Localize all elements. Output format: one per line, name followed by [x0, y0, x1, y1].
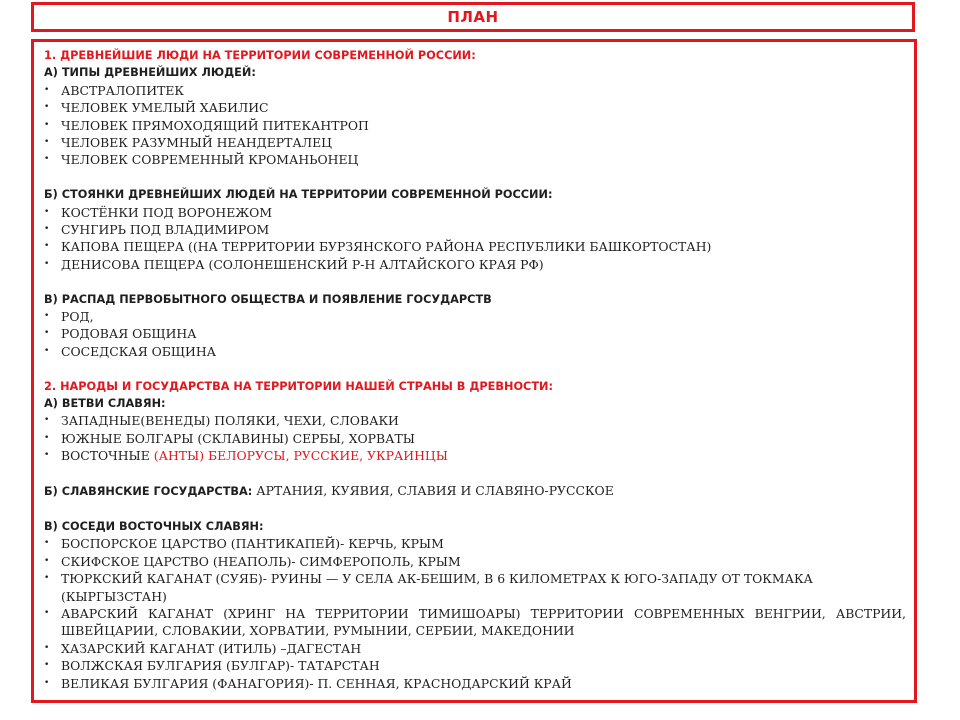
list-item-text: КОСТЁНКИ ПОД ВОРОНЕЖОМ — [61, 204, 273, 220]
spacer — [44, 465, 906, 482]
bullet-icon: • — [44, 328, 50, 339]
bullet-icon: • — [44, 415, 50, 426]
list-item — [44, 535, 906, 552]
section-1c-heading: В) РАСПАД ПЕРВОБЫТНОГО ОБЩЕСТВА И ПОЯВЛЕНИЕ ГОСУДАРСТВ — [44, 292, 492, 306]
list-item — [44, 675, 906, 692]
bullet-icon: • — [44, 450, 50, 461]
bullet-icon: • — [44, 555, 50, 566]
spacer — [44, 501, 906, 518]
spacer — [44, 360, 906, 377]
list-item — [44, 605, 906, 640]
list-item — [44, 325, 906, 342]
list-item-text: АВСТРАЛОПИТЕК — [61, 82, 184, 98]
bullet-icon: • — [44, 84, 50, 95]
list-item — [44, 117, 906, 134]
list-item — [44, 99, 906, 116]
list-item — [44, 82, 906, 99]
list-item-text: ВОЛЖСКАЯ БУЛГАРИЯ (БУЛГАР)- ТАТАРСТАН — [61, 658, 380, 674]
list-item — [44, 570, 906, 605]
bullet-icon: • — [44, 137, 50, 148]
list-item-text: ДЕНИСОВА ПЕЩЕРА (СОЛОНЕШЕНСКИЙ Р-Н АЛТАЙСКОГО КРАЯ РФ) — [61, 256, 544, 272]
list-item — [44, 134, 906, 151]
list-item — [44, 412, 906, 429]
section-2b-text: АРТАНИЯ, КУЯВИЯ, СЛАВИЯ И СЛАВЯНО-РУССКОЕ — [252, 483, 614, 499]
bullet-icon: • — [44, 119, 50, 130]
bullet-icon: • — [44, 660, 50, 671]
section-2-heading: 2. НАРОДЫ И ГОСУДАРСТВА НА ТЕРРИТОРИИ НАШЕЙ СТРАНЫ В ДРЕВНОСТИ: — [44, 379, 554, 393]
list-item-text: СОСЕДСКАЯ ОБЩИНА — [61, 343, 217, 359]
list-item-text: ЧЕЛОВЕК УМЕЛЫЙ ХАБИЛИС — [61, 100, 269, 116]
list-item — [44, 553, 906, 570]
plan-content — [31, 39, 917, 703]
list-item — [44, 447, 906, 464]
eastern-slavs-label: ВОСТОЧНЫЕ — [61, 448, 154, 464]
bullet-icon: • — [44, 345, 50, 356]
section-1a-heading: А) ТИПЫ ДРЕВНЕЙШИХ ЛЮДЕЙ: — [44, 66, 256, 80]
title-banner — [31, 2, 915, 32]
bullet-icon: • — [44, 607, 50, 618]
list-item-text: ЧЕЛОВЕК ПРЯМОХОДЯЩИЙ ПИТЕКАНТРОП — [61, 117, 369, 133]
bullet-icon: • — [44, 154, 50, 165]
eastern-slavs-peoples: (АНТЫ) БЕЛОРУСЫ, РУССКИЕ, УКРАИНЦЫ — [153, 448, 448, 464]
section-1-heading: 1. ДРЕВНЕЙШИЕ ЛЮДИ НА ТЕРРИТОРИИ СОВРЕМЕННОЙ РОССИИ: — [44, 49, 476, 62]
section-2c-heading: В) СОСЕДИ ВОСТОЧНЫХ СЛАВЯН: — [44, 519, 264, 533]
list-item-text: ЮЖНЫЕ БОЛГАРЫ (СКЛАВИНЫ) СЕРБЫ, ХОРВАТЫ — [61, 430, 415, 446]
list-item-text: ЧЕЛОВЕК СОВРЕМЕННЫЙ КРОМАНЬОНЕЦ — [61, 152, 359, 168]
list-item-text: РОДОВАЯ ОБЩИНА — [61, 326, 197, 342]
list-item-text: РОД, — [61, 309, 94, 325]
bullet-icon: • — [44, 311, 50, 322]
list-item — [44, 221, 906, 238]
section-2b-line — [44, 482, 906, 500]
list-item — [44, 640, 906, 657]
list-item — [44, 343, 906, 360]
bullet-icon: • — [44, 432, 50, 443]
list-item-text: ЧЕЛОВЕК РАЗУМНЫЙ НЕАНДЕРТАЛЕЦ — [61, 135, 332, 151]
list-item-text: СУНГИРЬ ПОД ВЛАДИМИРОМ — [61, 222, 270, 238]
list-item-text: ВЕЛИКАЯ БУЛГАРИЯ (ФАНАГОРИЯ)- П. СЕННАЯ, КРАСНОДАРСКИЙ КРАЙ — [61, 675, 572, 691]
bullet-icon: • — [44, 642, 50, 653]
list-item — [44, 204, 906, 221]
list-item — [44, 256, 906, 273]
list-item-text: ЗАПАДНЫЕ(ВЕНЕДЫ) ПОЛЯКИ, ЧЕХИ, СЛОВАКИ — [61, 413, 399, 429]
list-item-text: СКИФСКОЕ ЦАРСТВО (НЕАПОЛЬ)- СИМФЕРОПОЛЬ, КРЫМ — [61, 553, 461, 569]
bullet-icon: • — [44, 102, 50, 113]
spacer — [44, 273, 906, 290]
bullet-icon: • — [44, 224, 50, 235]
bullet-icon: • — [44, 573, 50, 584]
list-item-text: КАПОВА ПЕЩЕРА ((НА ТЕРРИТОРИИ БУРЗЯНСКОГО РАЙОНА РЕСПУБЛИКИ БАШКОРТОСТАН) — [61, 239, 712, 255]
bullet-icon: • — [44, 241, 50, 252]
bullet-icon: • — [44, 677, 50, 688]
section-2a-heading: А) ВЕТВИ СЛАВЯН: — [44, 397, 166, 411]
list-item-text — [61, 447, 906, 464]
bullet-icon: • — [44, 206, 50, 217]
list-item — [44, 238, 906, 255]
list-item-text: ХАЗАРСКИЙ КАГАНАТ (ИТИЛЬ) –ДАГЕСТАН — [61, 640, 362, 656]
spacer — [44, 169, 906, 186]
list-item-text: ТЮРКСКИЙ КАГАНАТ (СУЯБ)- РУИНЫ — У СЕЛА АК-БЕШИМ, В 6 КИЛОМЕТРАХ К ЮГО-ЗАПАДУ ОТ ТОКМАКА (КЫРГЫЗСТАН) — [61, 571, 813, 604]
page-title: ПЛАН — [447, 8, 499, 26]
section-2b-heading: Б) СЛАВЯНСКИЕ ГОСУДАРСТВА: — [44, 485, 253, 499]
list-item — [44, 430, 906, 447]
list-item-text: АВАРСКИЙ КАГАНАТ (ХРИНГ НА ТЕРРИТОРИИ ТИМИШОАРЫ) ТЕРРИТОРИИ СОВРЕМЕННЫХ ВЕНГРИИ, АВСТРИИ, ШВЕЙЦАРИИ, СЛОВАКИИ, ХОРВАТИИ, РУМЫНИИ, СЕРБИИ, МАКЕДОНИИ — [61, 605, 906, 639]
list-item — [44, 308, 906, 325]
bullet-icon: • — [44, 258, 50, 269]
bullet-icon: • — [44, 538, 50, 549]
section-1b-heading: Б) СТОЯНКИ ДРЕВНЕЙШИХ ЛЮДЕЙ НА ТЕРРИТОРИИ СОВРЕМЕННОЙ РОССИИ: — [44, 188, 553, 202]
list-item — [44, 151, 906, 168]
list-item-text: БОСПОРСКОЕ ЦАРСТВО (ПАНТИКАПЕЙ)- КЕРЧЬ, КРЫМ — [61, 536, 444, 552]
list-item — [44, 657, 906, 674]
